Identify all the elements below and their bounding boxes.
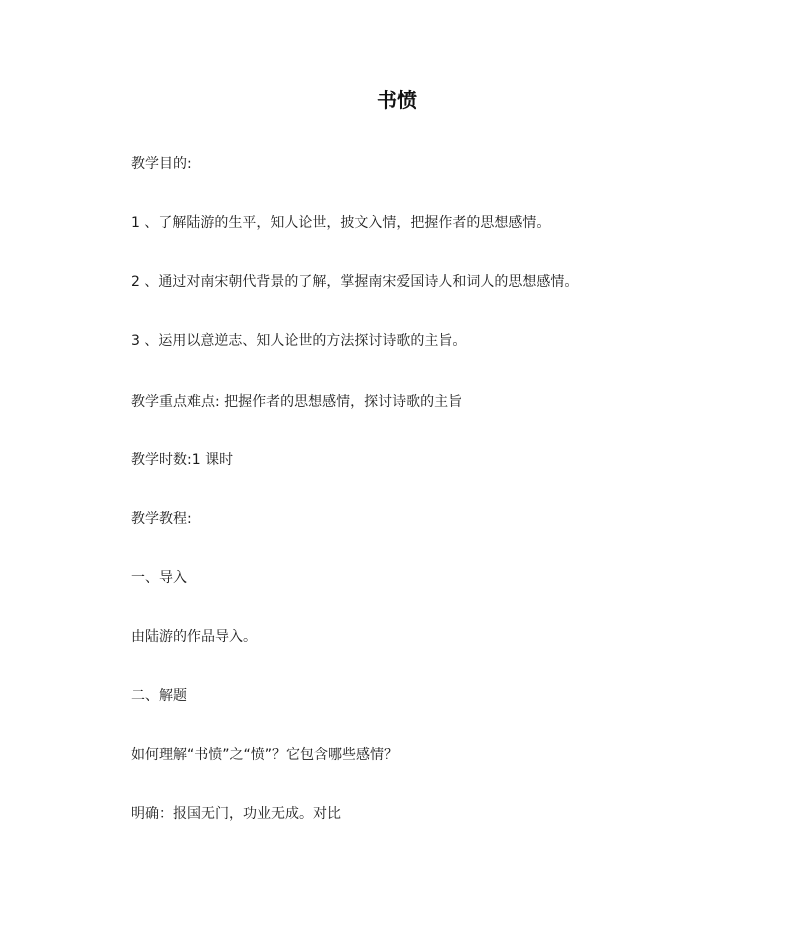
objective-item-1: 1 、了解陆游的生平，知人论世，披文入情，把握作者的思想感情。 [131, 215, 551, 231]
teaching-hours-line: 教学时数:1 课时 [131, 452, 234, 468]
objective-item-2: 2 、通过对南宋朝代背景的了解，掌握南宋爱国诗人和词人的思想感情。 [131, 274, 579, 290]
introduction-text: 由陆游的作品导入。 [131, 629, 257, 645]
document-title: 书愤 [377, 88, 417, 112]
objective-item-3: 3 、运用以意逆志、知人论世的方法探讨诗歌的主旨。 [131, 333, 467, 349]
teaching-objectives-heading: 教学目的: [131, 156, 192, 172]
question-line: 如何理解“书愤”之“愤”？它包含哪些感情？ [131, 747, 399, 763]
section-introduction-heading: 一、导入 [131, 570, 187, 586]
teaching-process-heading: 教学教程: [131, 511, 192, 527]
answer-line: 明确：报国无门，功业无成。对比 [131, 806, 341, 822]
section-title-analysis-heading: 二、解题 [131, 688, 187, 704]
key-difficulties-line: 教学重点难点: 把握作者的思想感情，探讨诗歌的主旨 [131, 394, 463, 410]
